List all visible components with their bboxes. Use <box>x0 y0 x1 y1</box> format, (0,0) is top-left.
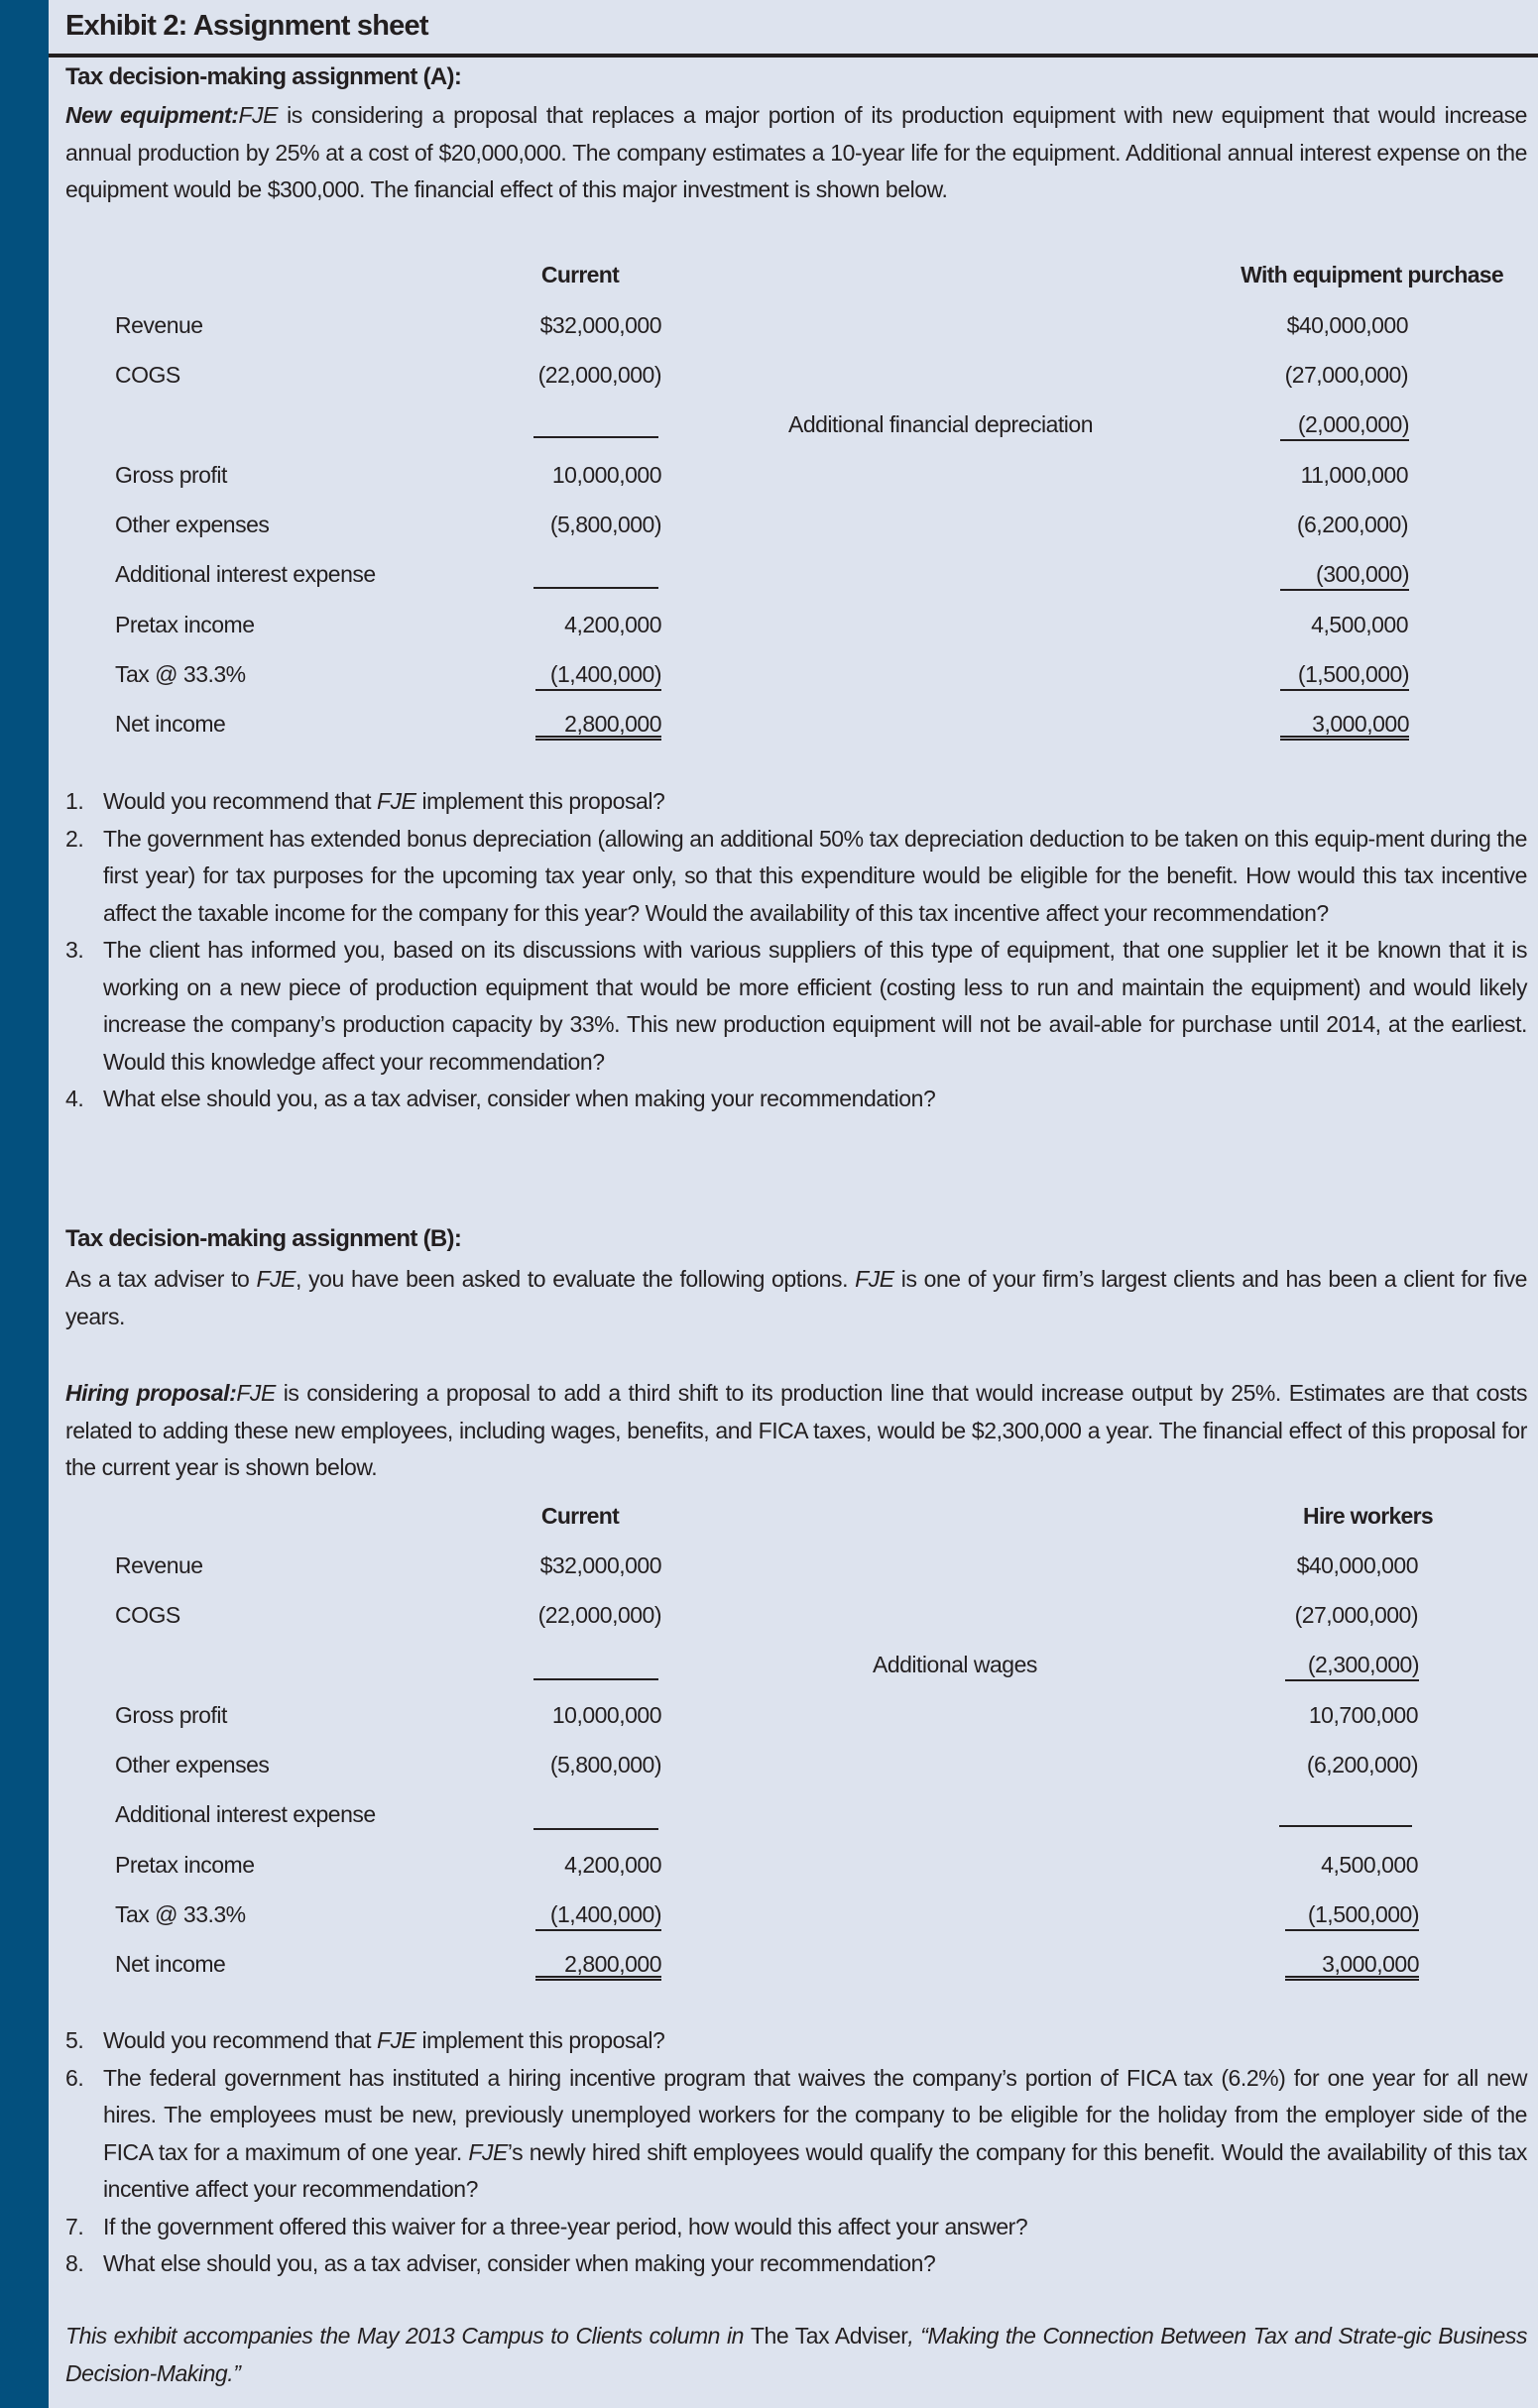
company-name: FJE <box>236 1380 276 1406</box>
row-label: Gross profit <box>115 1702 227 1728</box>
question-item: 2. The government has extended bonus depreciation (allowing an additional 50% tax depreciation deduction to be taken on this equip-ment during the first year) for tax purposes for the upcoming tax year only, so that this expenditure would be eligible for the benefit. How would this tax incentive affect the taxable income for the company for this year? Would the availability of this tax incentive affect your recommendation? <box>65 825 1527 926</box>
row-current: 4,200,000 <box>564 612 661 637</box>
question-item: 1. Would you recommend that FJE implement this proposal? <box>65 788 665 814</box>
row-label: Pretax income <box>115 612 255 637</box>
row-label: Tax @ 33.3% <box>115 661 246 687</box>
row-label: Other expenses <box>115 512 270 537</box>
intro-label: Hiring proposal: <box>65 1380 237 1406</box>
exhibit-title: Exhibit 2: Assignment sheet <box>65 10 428 42</box>
row-current: 4,200,000 <box>564 1852 661 1878</box>
row-label: Additional interest expense <box>115 561 376 587</box>
row-alt: 3,000,000 <box>1285 1947 1419 1981</box>
assignment-a-heading: Tax decision-making assignment (A): <box>65 63 462 90</box>
company-name: FJE <box>238 102 279 128</box>
subtotal-line <box>1279 1825 1412 1827</box>
row-current: $32,000,000 <box>539 312 661 338</box>
row-current: 10,000,000 <box>551 462 661 488</box>
assignment-b-heading: Tax decision-making assignment (B): <box>65 1225 462 1252</box>
row-alt: (2,000,000) <box>1280 407 1409 441</box>
row-label: Additional interest expense <box>115 1801 376 1827</box>
publication-name: The Tax Adviser <box>750 2323 908 2349</box>
question-item: 7. If the government offered this waiver for a three-year period, how would this affect your answer? <box>65 2213 1028 2239</box>
row-label: Gross profit <box>115 462 227 488</box>
company-name: FJE <box>256 1266 296 1292</box>
assignment-a-intro <box>65 97 1527 209</box>
row-alt: (2,300,000) <box>1285 1648 1419 1681</box>
row-alt: (300,000) <box>1280 557 1409 591</box>
sidebar-accent-bar <box>0 0 49 2408</box>
row-alt: 4,500,000 <box>1311 612 1408 637</box>
subtotal-line <box>533 436 658 438</box>
row-alt: (27,000,000) <box>1294 1602 1418 1628</box>
row-current: (22,000,000) <box>537 1602 661 1628</box>
row-label: Tax @ 33.3% <box>115 1901 246 1927</box>
row-alt: 11,000,000 <box>1300 462 1408 488</box>
row-label: Net income <box>115 1951 226 1977</box>
row-alt: (6,200,000) <box>1306 1752 1418 1777</box>
col-header-alt: Hire workers <box>1303 1503 1433 1529</box>
assignment-b-intro: Hiring proposal:FJE is considering a proposal to add a third shift to its production line that would increase output by 25%. Estimates are that costs related to adding these new employees, including wages, benefits, and FICA taxes, would be $2,300,000 a year. The financial effect of this proposal for the current year is shown below. <box>65 1380 1527 1480</box>
intro-label: New equipment: <box>65 102 239 128</box>
question-item: 5. Would you recommend that FJE implement this proposal? <box>65 2027 665 2053</box>
middle-label: Additional wages <box>873 1652 1037 1677</box>
question-item: 3. The client has informed you, based on its discussions with various suppliers of this type of equipment, that one supplier let it be known that it is working on a new piece of production equipment that would be more efficient (costing less to run and maintain the equipment) and would likely increase the company’s production capacity by 33%. This new production equipment will not be avail-able for purchase until 2014, at the earliest. Would this knowledge affect your recommendation? <box>65 937 1527 1075</box>
row-current: 2,800,000 <box>535 1947 661 1981</box>
row-label: Revenue <box>115 1552 203 1578</box>
row-label: Revenue <box>115 312 203 338</box>
col-header-current: Current <box>540 1503 620 1529</box>
row-alt: (6,200,000) <box>1296 512 1408 537</box>
row-alt: $40,000,000 <box>1286 312 1408 338</box>
row-label: Net income <box>115 711 226 737</box>
question-item: 8. What else should you, as a tax adviser, consider when making your recommendation? <box>65 2250 936 2276</box>
row-label: Pretax income <box>115 1852 255 1878</box>
questions-b <box>65 2022 1527 2283</box>
row-current: (1,400,000) <box>535 1897 661 1931</box>
row-current: $32,000,000 <box>539 1552 661 1578</box>
middle-label: Additional financial depreciation <box>788 411 1093 437</box>
company-name: FJE <box>855 1266 894 1292</box>
row-label: COGS <box>115 1602 180 1628</box>
row-alt: (1,500,000) <box>1285 1897 1419 1931</box>
row-current: 2,800,000 <box>535 707 661 741</box>
row-alt: 10,700,000 <box>1308 1702 1418 1728</box>
row-alt: 3,000,000 <box>1280 707 1409 741</box>
intro-text: is considering a proposal that replaces a major portion of its production equipment with new equipment that would increase annual production by 25% at a cost of $20,000,000. The company estimates a 10-year life for the equipment. Additional annual interest expense on the equipment would be $300,000. The financial effect of this major investment is shown below. <box>65 102 1528 202</box>
row-current: (5,800,000) <box>549 1752 661 1777</box>
subtotal-line <box>533 1828 658 1830</box>
question-item: 4. What else should you, as a tax adviser, consider when making your recommendation? <box>65 1086 936 1111</box>
row-current: (22,000,000) <box>537 362 661 388</box>
questions-a <box>65 783 1527 1118</box>
row-label: COGS <box>115 362 180 388</box>
row-current: (1,400,000) <box>535 657 661 691</box>
col-header-current: Current <box>540 262 620 287</box>
row-label: Other expenses <box>115 1752 270 1777</box>
assignment-b-context: As a tax adviser to FJE, you have been asked to evaluate the following options. FJE is one of your firm’s largest clients and has been a client for five years. <box>65 1266 1527 1329</box>
row-alt: 4,500,000 <box>1321 1852 1418 1878</box>
col-header-alt: With equipment purchase <box>1241 262 1503 287</box>
row-alt: (1,500,000) <box>1280 657 1409 691</box>
subtotal-line <box>533 1678 658 1680</box>
row-alt: (27,000,000) <box>1284 362 1408 388</box>
title-rule <box>49 54 1538 57</box>
row-current: (5,800,000) <box>549 512 661 537</box>
subtotal-line <box>533 587 658 589</box>
row-current: 10,000,000 <box>551 1702 661 1728</box>
footer-note: This exhibit accompanies the May 2013 Campus to Clients column in The Tax Adviser, “Making the Connection Between Tax and Strate-gic Business Decision-Making.” <box>65 2323 1527 2386</box>
question-item: 6. The federal government has instituted a hiring incentive program that waives the company’s portion of FICA tax (6.2%) for one year for all new hires. The employees must be new, previously unemployed workers for the company to be eligible for the holiday from the employer side of the FICA tax for a maximum of one year. FJE’s newly hired shift employees would qualify the company for this benefit. Would the availability of this tax incentive affect your recommendation? <box>65 2064 1527 2202</box>
row-alt: $40,000,000 <box>1296 1552 1418 1578</box>
